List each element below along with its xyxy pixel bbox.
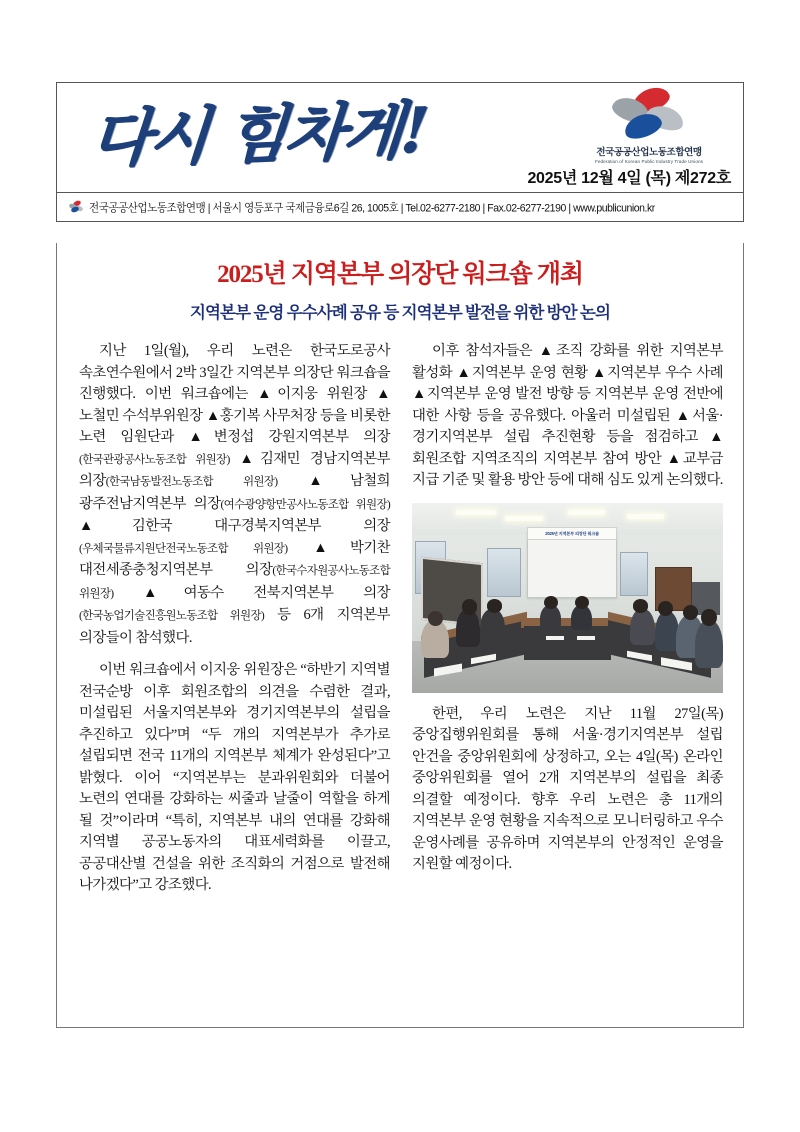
left-column (79, 341, 390, 908)
photo-participant-c1-head (544, 596, 558, 609)
photo-ceiling-light-1 (456, 510, 496, 515)
issue-date-and-number: 2025년 12월 4일 (목) 제272호 (527, 170, 731, 187)
article-frame (56, 243, 744, 1028)
photo-participant-r1 (630, 609, 655, 645)
photo-window-right (620, 552, 648, 596)
attendees-affiliation-1: (한국관광공사노동조합 위원장) (79, 453, 230, 466)
paragraph-chairman-remarks: 이번 워크숍에서 이지웅 위원장은 “하반기 지역별 전국순방 이후 회원조합의 의견을 수렴한 결과, 미설립된 서울지역본부와 경기지역본부의 설립을 추진하고 있다”며 “두 개의 지역본부가 추가로 설립되면 전국 11개의 지역본부 체계가 완성된다”고 밝혔다. 이어 “지역본부는 분과위원회와 더불어 노련의 연대를 강화하는 씨줄과 날줄이 역할을 하게 될 것”이라며 “특히, 지역본부 내의 연대를 강화해 지역별 공공노동자의 대표세력화를 이끌고, 공공대산별 건설을 위한 조직화의 거점으로 발전해 나가겠다”고 강조했다. (79, 662, 390, 893)
logo-org-name-en: Federation of Korean Public Industry Trade Unions (594, 158, 704, 165)
photo-participant-r4-head (701, 609, 717, 626)
photo-participant-l2 (456, 609, 481, 647)
mini-petal-blue (70, 206, 79, 214)
contact-info-line: 전국공공산업노동조합연맹 | 서울시 영등포구 국제금융로6길 26, 1005호 | Tel.02-6277-2180 | Fax.02-6277-2190 | www.publicunion.kr (89, 201, 655, 215)
attendees-affiliation-5: (한국수자원공사노동조합 위원장) (79, 565, 390, 600)
photo-participant-l3 (480, 609, 505, 643)
attendees-affiliation-2: (한국남동발전노동조합 위원장) (105, 476, 278, 488)
attendees-text-a: 지난 1일(월), 우리 노련은 한국도로공사 속초연수원에서 2박 3일간 지역본부 의장단 워크숍을 진행했다. 이번 워크숍에는 ▲이지웅 위원장 ▲노철민 수석부위원장 ▲홍기복 사무처장 등을 비롯한 노련 임원단과 ▲변정섭 강원지역본부 의장 (79, 343, 390, 445)
attendees-affiliation-4: (우체국물류지원단전국노동조합 위원장) (79, 542, 288, 555)
photo-ceiling-light-2 (505, 516, 542, 521)
two-column-body (79, 341, 721, 908)
photo-projection-screen (527, 531, 617, 598)
photo-participant-l1-head (428, 611, 444, 626)
organization-logo-block (565, 89, 733, 165)
photo-paper-6 (577, 636, 596, 641)
photo-participant-l3-head (487, 599, 503, 612)
masthead (56, 82, 744, 222)
attendees-text-b: ▲김재민 경남지역본부 의장 (79, 450, 391, 489)
photo-window-mid (487, 548, 521, 597)
attendees-text-d: ▲김한국 대구경북지역본부 의장 (79, 518, 390, 534)
attendees-text-g: 등 6개 지역본부 의장들이 참석했다. (79, 607, 390, 646)
brush-calligraphy-title: 다시 힘차게! (88, 93, 429, 175)
attendees-affiliation-3: (여수광양항만공사노동조합 위원장) (220, 498, 390, 511)
attendees-text-f: ▲여동수 전북지역본부 의장 (113, 584, 390, 601)
photo-ceiling-light-4 (627, 514, 664, 519)
photo-participant-l1 (421, 620, 449, 658)
paragraph-attendees (79, 341, 390, 649)
masthead-contact-bar (57, 193, 743, 221)
photo-participant-c2-head (575, 596, 589, 609)
paragraph-agenda-discussion: 이후 참석자들은 ▲조직 강화를 위한 지역본부 활성화 ▲지역본부 운영 현황 ▲지역본부 우수 사례 ▲지역본부 운영 발전 방향 등 지역본부 운영 전반에 대한 사항 등을 공유했다. 아울러 미설립된 ▲서울·경기지역본부 설립 추진현황 등을 점검하고 ▲회원조합 지역조직의 지역본부 참여 방안 ▲교부금 지급 기준 및 활용 방안 등에 대해 심도 있게 논의했다. (412, 343, 723, 488)
photo-participant-r1-head (633, 599, 649, 612)
attendees-text-e: ▲박기찬 대전세종충청지역본부 의장 (79, 539, 390, 578)
photo-table-center-front (524, 626, 611, 660)
photo-participant-l2-head (462, 599, 478, 614)
workshop-meeting-photo (412, 503, 723, 693)
attendees-affiliation-6: (한국농업기술진흥원노동조합 위원장) (79, 610, 265, 622)
right-column (412, 341, 723, 887)
photo-participant-r4 (695, 620, 723, 668)
photo-ceiling-light-3 (568, 510, 605, 515)
pinwheel-mini-icon (69, 201, 82, 213)
article-headline: 2025년 지역본부 의장단 워크숍 개최 (217, 261, 583, 288)
attendees-text-c: ▲남철희 광주전남지역본부 의장 (79, 473, 391, 512)
pinwheel-logo-icon (612, 89, 686, 145)
photo-paper-5 (546, 636, 565, 641)
masthead-top (57, 83, 743, 193)
logo-org-name-kr: 전국공공산업노동조합연맹 (596, 147, 702, 158)
article-subheadline: 지역본부 운영 우수사례 공유 등 지역본부 발전을 위한 방안 논의 (189, 303, 611, 322)
paragraph-central-committee: 한편, 우리 노련은 지난 11월 27일(목) 중앙집행위원회를 통해 서울·경기지역본부 설립 안건을 중앙위원회에 상정하고, 오는 4일(목) 온라인 중앙위원회를 열어 2개 지역본부의 설립을 최종 의결할 예정이다. 향후 우리 노련은 총 11개의 지역본부 운영 현황을 지속적으로 모니터링하고 우수 운영사례를 공유하며 지역본부의 안정적인 운영을 지원할 예정이다. (412, 705, 723, 872)
photo-banner-text: 2025년 지역본부 의장단 워크숍 (527, 527, 617, 540)
